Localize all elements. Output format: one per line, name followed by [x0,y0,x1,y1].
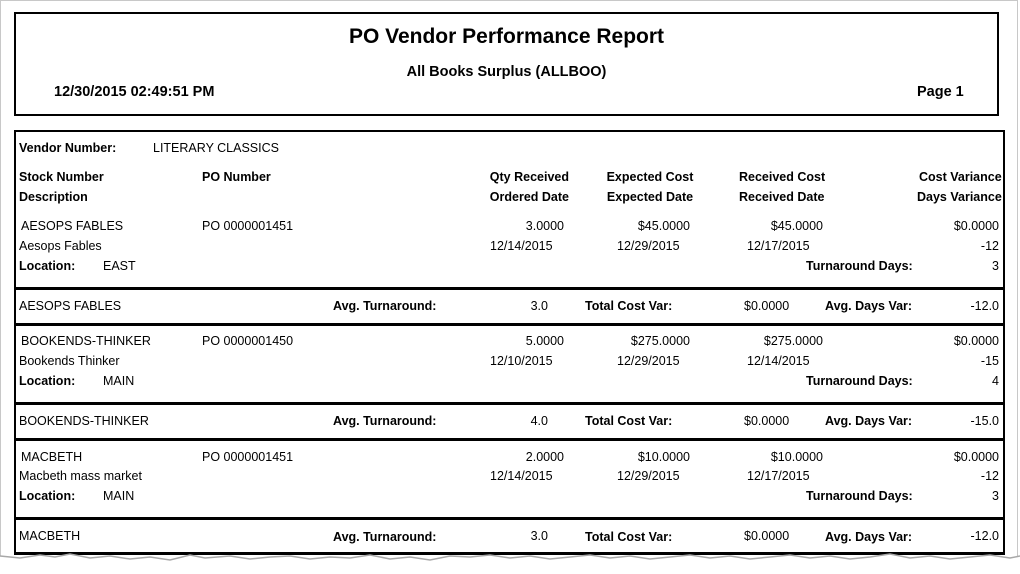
col-cost-variance: Cost Variance [919,170,1002,184]
days-variance: -15 [980,354,999,368]
ordered-date: 12/14/2015 [490,469,553,483]
received-cost: $275.0000 [763,334,823,348]
col-expected-date: Expected Date [606,190,694,204]
qty-received: 5.0000 [525,334,564,348]
report-title: PO Vendor Performance Report [348,25,665,48]
turnaround-days: 3 [992,259,999,273]
avg-days-var-value: -12.0 [970,299,999,313]
avg-days-var-label: Avg. Days Var: [825,299,913,313]
qty-received: 3.0000 [525,219,564,233]
location-value: MAIN [103,489,135,503]
turnaround-days-label: Turnaround Days: [806,374,913,388]
expected-date: 12/29/2015 [617,354,680,368]
company-name: All Books Surplus (ALLBOO) [406,64,607,80]
received-date: 12/17/2015 [747,469,810,483]
col-ordered-date: Ordered Date [489,190,569,204]
report-datetime: 12/30/2015 02:49:51 PM [54,84,215,100]
col-description: Description [19,190,88,204]
divider [14,287,1005,290]
total-cost-var-label: Total Cost Var: [585,530,673,544]
expected-date: 12/29/2015 [617,239,680,253]
po-number: PO 0000001451 [202,450,294,464]
location-label: Location: [19,259,76,273]
expected-date: 12/29/2015 [617,469,680,483]
vendor-value: LITERARY CLASSICS [153,141,279,155]
cost-variance: $0.0000 [953,334,999,348]
cost-variance: $0.0000 [953,450,999,464]
avg-turnaround-label: Avg. Turnaround: [333,414,437,428]
description: Bookends Thinker [19,354,120,368]
cost-variance: $0.0000 [953,219,999,233]
col-expected-cost: Expected Cost [606,170,694,184]
stock-number: MACBETH [21,450,83,464]
description: Aesops Fables [19,239,102,253]
col-received-date: Received Date [739,190,825,204]
avg-turnaround-label: Avg. Turnaround: [333,530,437,544]
turnaround-days: 3 [992,489,999,503]
location-label: Location: [19,374,76,388]
divider [14,402,1005,405]
location-label: Location: [19,489,76,503]
received-cost: $45.0000 [770,219,823,233]
location-value: MAIN [103,374,135,388]
qty-received: 2.0000 [525,450,564,464]
summary-name: BOOKENDS-THINKER [19,414,149,428]
days-variance: -12 [980,239,999,253]
avg-turnaround-value: 4.0 [530,414,548,428]
received-cost: $10.0000 [770,450,823,464]
turnaround-days-label: Turnaround Days: [806,489,913,503]
vendor-label: Vendor Number: [19,141,117,155]
avg-days-var-label: Avg. Days Var: [825,530,913,544]
days-variance: -12 [980,469,999,483]
divider [14,323,1005,326]
description: Macbeth mass market [19,469,142,483]
col-po-number: PO Number [202,170,271,184]
torn-edge [0,548,1020,574]
received-date: 12/17/2015 [747,239,810,253]
col-stock-number: Stock Number [19,170,104,184]
location-value: EAST [103,259,136,273]
summary-name: MACBETH [19,529,81,543]
total-cost-var-value: $0.0000 [744,299,790,313]
total-cost-var-value: $0.0000 [744,414,790,428]
page-number: Page 1 [917,84,964,100]
total-cost-var-value: $0.0000 [744,529,790,543]
turnaround-days-label: Turnaround Days: [806,259,913,273]
ordered-date: 12/10/2015 [490,354,553,368]
stock-number: AESOPS FABLES [21,219,124,233]
avg-turnaround-value: 3.0 [530,529,548,543]
total-cost-var-label: Total Cost Var: [585,414,673,428]
avg-days-var-value: -12.0 [970,529,999,543]
col-qty-received: Qty Received [489,170,569,184]
expected-cost: $10.0000 [637,450,690,464]
avg-turnaround-label: Avg. Turnaround: [333,299,437,313]
col-received-cost: Received Cost [739,170,826,184]
ordered-date: 12/14/2015 [490,239,553,253]
avg-days-var-value: -15.0 [970,414,999,428]
total-cost-var-label: Total Cost Var: [585,299,673,313]
stock-number: BOOKENDS-THINKER [21,334,151,348]
po-number: PO 0000001450 [202,334,294,348]
col-days-variance: Days Variance [917,190,1002,204]
turnaround-days: 4 [992,374,999,388]
received-date: 12/14/2015 [747,354,810,368]
expected-cost: $275.0000 [630,334,690,348]
divider [14,438,1005,441]
avg-turnaround-value: 3.0 [530,299,548,313]
summary-name: AESOPS FABLES [19,299,122,313]
avg-days-var-label: Avg. Days Var: [825,414,913,428]
expected-cost: $45.0000 [637,219,690,233]
po-number: PO 0000001451 [202,219,294,233]
divider [14,517,1005,520]
